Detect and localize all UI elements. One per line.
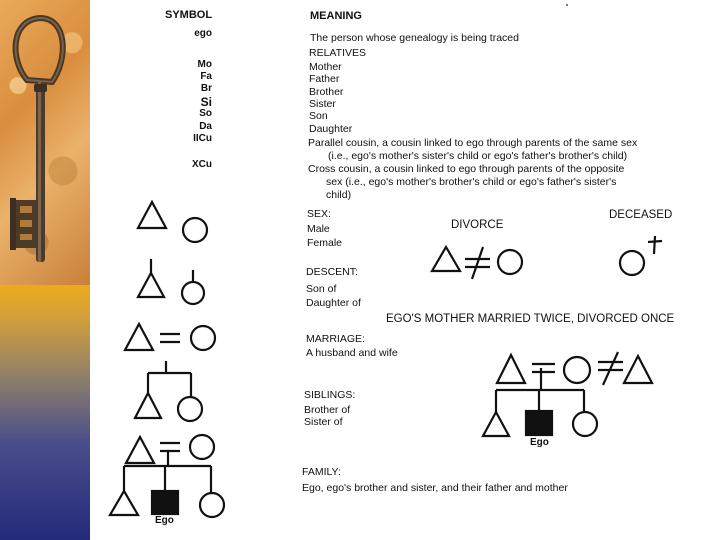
meaning-father: Father	[309, 73, 340, 85]
female-circle-icon	[183, 218, 207, 242]
symbol-fa: Fa	[200, 71, 212, 82]
siblings-brother: Brother of	[304, 404, 351, 416]
marriage-desc: A husband and wife	[306, 347, 398, 359]
symbol-mo: Mo	[197, 59, 212, 70]
meaning-mother: Mother	[309, 61, 342, 73]
family-desc: Ego, ego's brother and sister, and their father and mother	[302, 482, 568, 494]
siblings-sister: Sister of	[304, 416, 343, 428]
symbol-br: Br	[200, 83, 212, 94]
divorce-icon	[432, 247, 522, 279]
meaning-parallel-cousin-detail: (i.e., ego's mother's sister's child or ego's father's brother's child)	[328, 150, 628, 162]
symbol-so: So	[199, 108, 212, 119]
meaning-brother: Brother	[309, 86, 344, 98]
sex-male: Male	[307, 223, 330, 235]
symbol-header: SYMBOL	[165, 9, 213, 21]
meaning-parallel-cousin: Parallel cousin, a cousin linked to ego through parents of the same sex	[308, 137, 638, 149]
symbol-ego: ego	[194, 28, 212, 39]
son-of-icon	[138, 259, 164, 297]
deceased-label: DECEASED	[609, 209, 673, 221]
daughter-of-icon	[182, 270, 204, 304]
meaning-sister: Sister	[309, 98, 336, 110]
family-icon	[110, 435, 224, 517]
symbol-cross-cousin: XCu	[192, 159, 212, 170]
sex-heading: SEX:	[307, 208, 331, 220]
family-heading: FAMILY:	[302, 466, 341, 478]
symbol-da: Da	[199, 121, 212, 132]
meaning-son: Son	[309, 110, 328, 122]
meaning-header: MEANING	[310, 10, 362, 22]
descent-heading: DESCENT:	[306, 266, 358, 278]
divorce-label: DIVORCE	[451, 219, 504, 231]
sex-female: Female	[307, 237, 343, 249]
relatives-heading: RELATIVES	[309, 47, 366, 59]
ego-label-right: Ego	[530, 437, 549, 448]
meaning-daughter: Daughter	[309, 123, 353, 135]
meaning-cross-cousin-detail: sex (i.e., ego's mother's brother's child or ego's father's sister's	[326, 176, 617, 188]
ego-label-left: Ego	[155, 515, 174, 526]
descent-son: Son of	[306, 283, 337, 295]
descent-daughter: Daughter of	[306, 297, 361, 309]
meaning-cross-cousin-end: child)	[326, 189, 352, 201]
symbol-si: Si	[200, 95, 212, 109]
marriage-icon	[125, 324, 215, 350]
deceased-icon	[620, 236, 662, 275]
married-twice-icon	[483, 352, 652, 436]
siblings-icon	[135, 361, 202, 421]
symbol-parallel-cousin: IICu	[193, 133, 212, 144]
mother-married-twice-label: EGO'S MOTHER MARRIED TWICE, DIVORCED ONCE	[386, 313, 675, 325]
meaning-ego: The person whose genealogy is being traced	[310, 32, 519, 44]
meaning-cross-cousin: Cross cousin, a cousin linked to ego through parents of the opposite	[308, 163, 625, 175]
siblings-heading: SIBLINGS:	[304, 389, 356, 401]
male-triangle-icon	[138, 202, 166, 228]
marriage-heading: MARRIAGE:	[306, 333, 365, 345]
